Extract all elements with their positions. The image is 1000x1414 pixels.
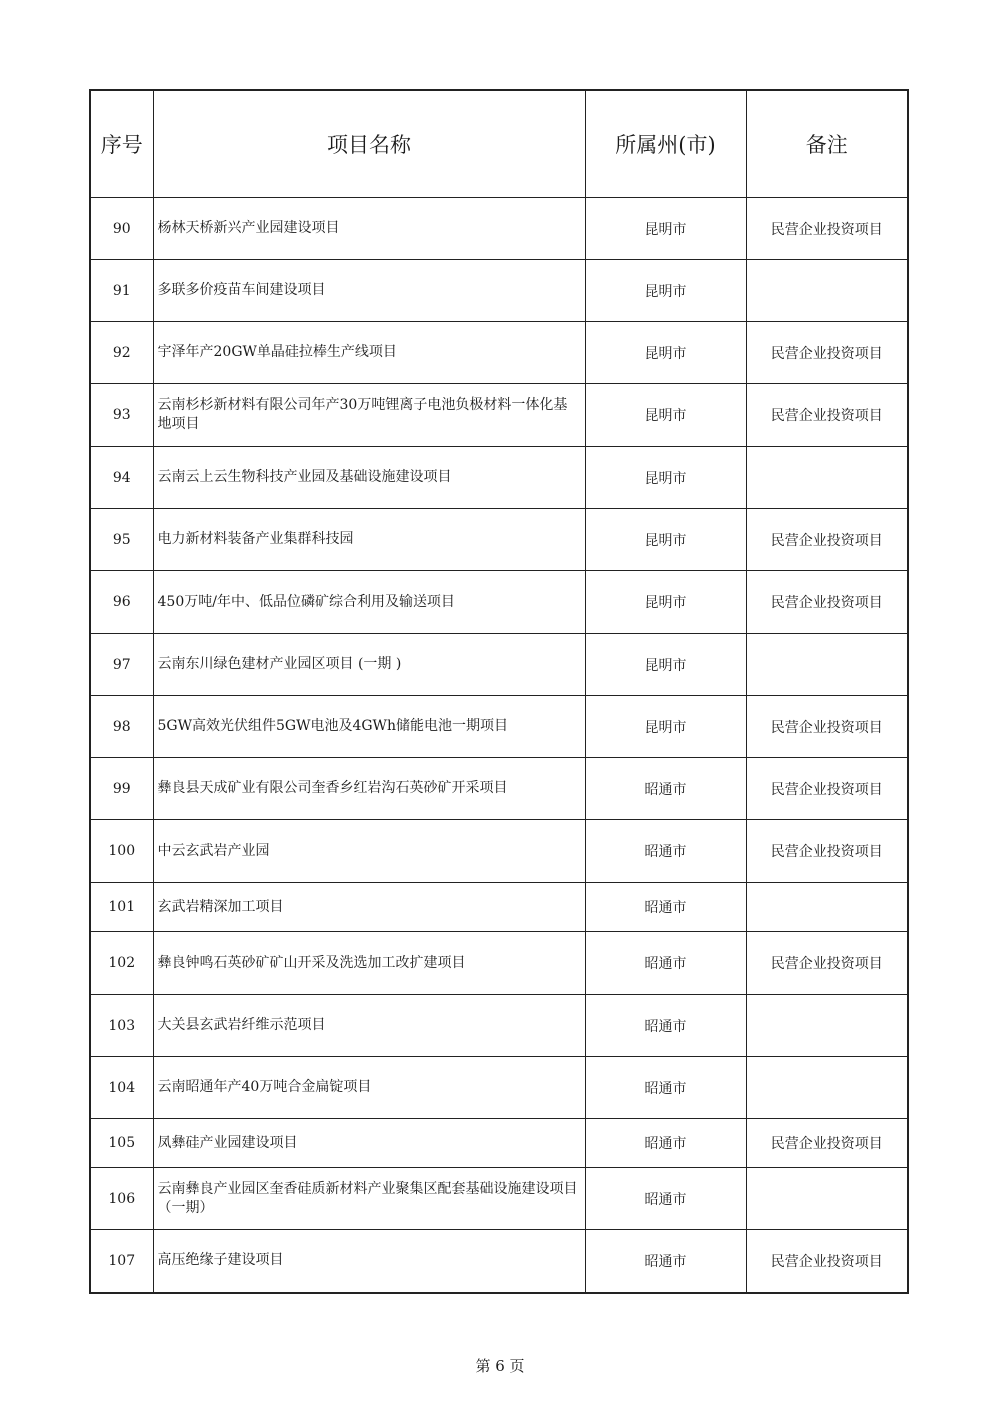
table-row [90,1230,908,1293]
row-index: 100 [90,820,153,883]
row-note [746,634,908,696]
row-project-name: 彝良钟鸣石英砂矿矿山开采及洗选加工改扩建项目 [153,932,585,995]
row-city: 昆明市 [585,260,746,322]
row-index: 95 [90,509,153,571]
row-note: 民营企业投资项目 [746,820,908,883]
row-city: 昭通市 [585,883,746,932]
table-row [90,198,908,260]
row-city: 昭通市 [585,1168,746,1230]
row-project-name: 450万吨/年中、低品位磷矿综合利用及输送项目 [153,571,585,634]
header-note: 备注 [746,90,908,198]
row-index: 96 [90,571,153,634]
row-city: 昭通市 [585,1119,746,1168]
row-index: 99 [90,758,153,820]
row-note [746,447,908,509]
row-project-name: 多联多价疫苗车间建设项目 [153,260,585,322]
row-project-name: 电力新材料装备产业集群科技园 [153,509,585,571]
row-city: 昭通市 [585,1057,746,1119]
table-row [90,447,908,509]
header-city: 所属州(市) [585,90,746,198]
row-city: 昆明市 [585,634,746,696]
table-row [90,509,908,571]
row-city: 昭通市 [585,995,746,1057]
row-note: 民营企业投资项目 [746,932,908,995]
row-city: 昭通市 [585,932,746,995]
row-note [746,995,908,1057]
row-project-name: 宇泽年产20GW单晶硅拉棒生产线项目 [153,322,585,384]
table-row [90,995,908,1057]
row-note [746,260,908,322]
row-index: 101 [90,883,153,932]
table-row [90,696,908,758]
row-city: 昭通市 [585,820,746,883]
row-note: 民营企业投资项目 [746,571,908,634]
row-index: 93 [90,384,153,447]
row-note [746,1168,908,1230]
row-project-name: 中云玄武岩产业园 [153,820,585,883]
table-row [90,932,908,995]
row-city: 昆明市 [585,509,746,571]
table-row [90,634,908,696]
row-note: 民营企业投资项目 [746,1230,908,1293]
header-name: 项目名称 [153,90,585,198]
table-row [90,384,908,447]
row-project-name: 云南杉杉新材料有限公司年产30万吨锂离子电池负极材料一体化基地项目 [153,384,585,447]
row-project-name: 大关县玄武岩纤维示范项目 [153,995,585,1057]
table-row [90,260,908,322]
row-city: 昆明市 [585,384,746,447]
row-index: 98 [90,696,153,758]
row-index: 92 [90,322,153,384]
row-index: 91 [90,260,153,322]
projects-table [89,89,909,1294]
table-row [90,758,908,820]
row-index: 102 [90,932,153,995]
row-index: 107 [90,1230,153,1293]
row-project-name: 云南云上云生物科技产业园及基础设施建设项目 [153,447,585,509]
table-row [90,820,908,883]
row-city: 昆明市 [585,696,746,758]
row-project-name: 5GW高效光伏组件5GW电池及4GWh储能电池一期项目 [153,696,585,758]
table-header-row [90,90,908,198]
row-city: 昆明市 [585,198,746,260]
table-body [90,198,908,1293]
row-note: 民营企业投资项目 [746,696,908,758]
row-city: 昆明市 [585,571,746,634]
row-project-name: 杨林天桥新兴产业园建设项目 [153,198,585,260]
row-note: 民营企业投资项目 [746,198,908,260]
table-row [90,1057,908,1119]
row-city: 昭通市 [585,1230,746,1293]
row-index: 103 [90,995,153,1057]
row-note: 民营企业投资项目 [746,509,908,571]
row-city: 昆明市 [585,447,746,509]
row-project-name: 云南昭通年产40万吨合金扁锭项目 [153,1057,585,1119]
page-number: 第 6 页 [475,1357,525,1375]
table-row [90,883,908,932]
row-city: 昭通市 [585,758,746,820]
row-index: 104 [90,1057,153,1119]
row-city: 昆明市 [585,322,746,384]
row-note: 民营企业投资项目 [746,384,908,447]
row-index: 106 [90,1168,153,1230]
row-project-name: 云南彝良产业园区奎香硅质新材料产业聚集区配套基础设施建设项目（一期） [153,1168,585,1230]
table-row [90,1119,908,1168]
row-note: 民营企业投资项目 [746,758,908,820]
table-row [90,1168,908,1230]
row-index: 90 [90,198,153,260]
row-note [746,1057,908,1119]
row-project-name: 玄武岩精深加工项目 [153,883,585,932]
row-index: 97 [90,634,153,696]
row-project-name: 云南东川绿色建材产业园区项目 (一期 ) [153,634,585,696]
row-index: 105 [90,1119,153,1168]
row-project-name: 凤彝硅产业园建设项目 [153,1119,585,1168]
header-index: 序号 [90,90,153,198]
table-row [90,571,908,634]
row-note: 民营企业投资项目 [746,1119,908,1168]
row-index: 94 [90,447,153,509]
row-project-name: 高压绝缘子建设项目 [153,1230,585,1293]
table-row [90,322,908,384]
row-project-name: 彝良县天成矿业有限公司奎香乡红岩沟石英砂矿开采项目 [153,758,585,820]
row-note: 民营企业投资项目 [746,322,908,384]
row-note [746,883,908,932]
